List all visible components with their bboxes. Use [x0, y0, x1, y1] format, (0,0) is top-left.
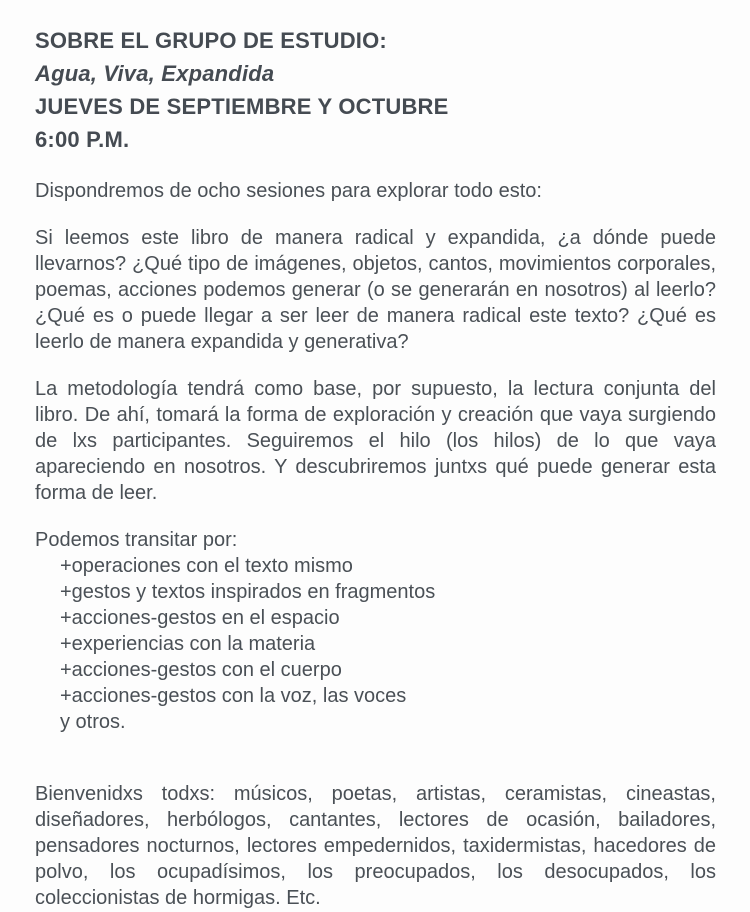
body-paragraph-methodology: La metodología tendrá como base, por supuesto, la lectura conjunta del libro. De ahí, tomará la forma de exploración y creación que vaya surgiendo de lxs participantes. Seguiremos el hilo (los hilos) de lo que vaya apareciendo en nosotros. Y descubriremos juntxs qué puede generar esta forma de leer.	[35, 378, 716, 504]
body-paragraph-questions: Si leemos este libro de manera radical y expandida, ¿a dónde puede llevarnos? ¿Qué tipo de imágenes, objetos, cantos, movimientos corporales, poemas, acciones podemos generar (o se generarán en nosotros) al leerlo? ¿Qué es o puede llegar a ser leer de manera radical este texto? ¿Qué es leerlo de manera expandida y generativa?	[35, 227, 716, 353]
transit-item: +acciones-gestos en el espacio	[60, 607, 340, 629]
transit-intro: Podemos transitar por:	[35, 529, 238, 551]
header-schedule: JUEVES DE SEPTIEMBRE Y OCTUBRE	[35, 94, 449, 119]
transit-list	[35, 553, 716, 735]
transit-item: +operaciones con el texto mismo	[60, 555, 353, 577]
welcome-paragraph: Bienvenidxs todxs: músicos, poetas, artistas, ceramistas, cineastas, diseñadores, herbólogos, cantantes, lectores de ocasión, bailadores, pensadores nocturnos, lectores empedernidos, taxidermistas, hacedores de polvo, los ocupadísimos, los preocupados, los desocupados, los coleccionistas de hormigas. Etc.	[35, 783, 716, 909]
document-header	[35, 24, 716, 156]
intro-line: Dispondremos de ocho sesiones para explorar todo esto:	[35, 180, 542, 202]
transit-item: +acciones-gestos con el cuerpo	[60, 659, 342, 681]
header-time: 6:00 P.M.	[35, 127, 130, 152]
transit-item: +experiencias con la materia	[60, 633, 316, 655]
transit-item-others: y otros.	[60, 711, 126, 733]
header-title: SOBRE EL GRUPO DE ESTUDIO:	[35, 28, 387, 53]
transit-section	[35, 527, 716, 735]
header-book-title: Agua, Viva, Expandida	[35, 61, 275, 86]
transit-item: +gestos y textos inspirados en fragmentos	[60, 581, 436, 603]
transit-item: +acciones-gestos con la voz, las voces	[60, 685, 407, 707]
